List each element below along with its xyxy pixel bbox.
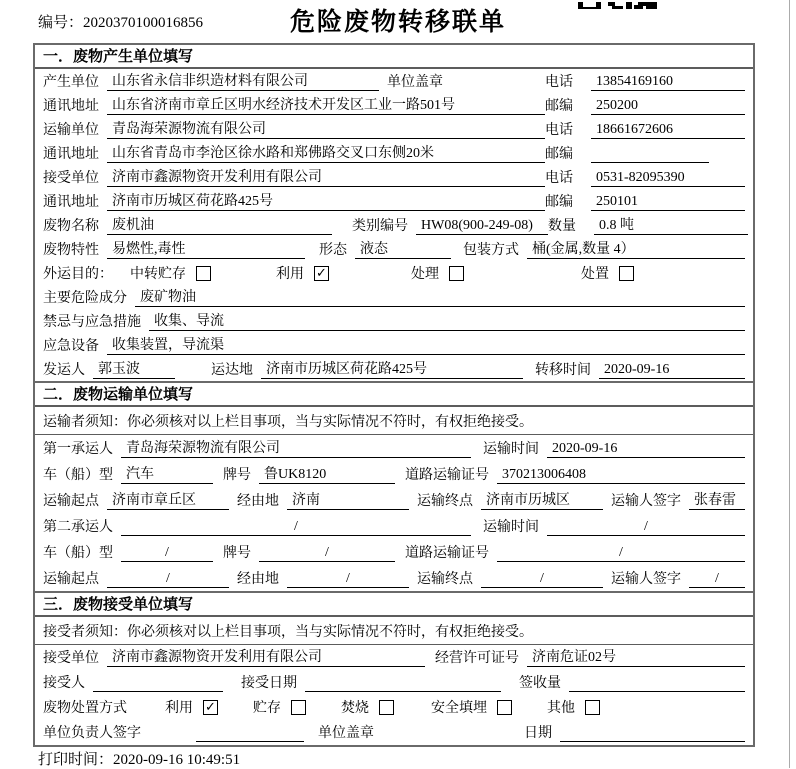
- row-responsible-signature: [35, 720, 753, 745]
- checkbox-mark: ✓: [205, 699, 216, 715]
- option-label: 安全填埋: [431, 701, 487, 716]
- receiver-label: 接受单位: [43, 171, 99, 186]
- form-label: 形态: [319, 243, 347, 258]
- checkbox-storage: [291, 700, 306, 715]
- terminus-label: 运输终点: [417, 494, 473, 509]
- option-transfer-storage: [130, 263, 211, 283]
- plate-value: /: [259, 545, 395, 562]
- row-producer-unit: [35, 69, 753, 93]
- row-route-2: [35, 565, 753, 591]
- unit-seal-label: 单位盖章: [318, 726, 374, 741]
- row-transport-unit: [35, 117, 753, 141]
- producer-label: 产生单位: [43, 75, 99, 90]
- shipper-label: 发运人: [43, 363, 85, 378]
- print-time-value: 2020-09-16 10:49:51: [113, 752, 241, 768]
- origin-label: 运输起点: [43, 494, 99, 509]
- road-permit-value: 370213006408: [497, 467, 745, 484]
- option-label: 中转贮存: [130, 267, 186, 282]
- receiver-notice: 接受者须知：你必须核对以上栏目事项，当与实际情况不符时，有权拒绝接受。: [35, 617, 753, 645]
- print-time: [38, 748, 240, 769]
- zip-value: 250200: [591, 98, 745, 115]
- option-utilize: [165, 697, 218, 717]
- phone-group: [545, 119, 745, 139]
- serial-value: 2020370100016856: [83, 15, 204, 31]
- phone-label: 电话: [545, 75, 573, 90]
- waste-name-value: 废机油: [107, 214, 332, 235]
- option-label: 处置: [581, 267, 609, 282]
- row-receiver-address: [35, 189, 753, 213]
- phone-value: 0531-82095390: [591, 170, 745, 187]
- row-route-1: [35, 487, 753, 513]
- quantity-group: [548, 214, 748, 235]
- qr-code-fragment: [578, 0, 657, 9]
- option-label: 其他: [547, 701, 575, 716]
- plate-label: 牌号: [223, 546, 251, 561]
- responsible-sign-value: [196, 725, 304, 742]
- carrier2-label: 第二承运人: [43, 520, 113, 535]
- receive-date-value: [305, 675, 501, 692]
- qr-fragment-graphic: [578, 2, 657, 9]
- transport-time-label: 运输时间: [483, 442, 539, 457]
- address-label: 通讯地址: [43, 99, 99, 114]
- producer-value: 山东省永信非织造材料有限公司: [107, 70, 379, 91]
- zip-group: [545, 191, 745, 211]
- transporter-label: 运输单位: [43, 123, 99, 138]
- checkbox-incinerate: [379, 700, 394, 715]
- transfer-time-label: 转移时间: [535, 363, 591, 378]
- option-label: 利用: [276, 267, 304, 282]
- carrier2-value: /: [121, 519, 471, 536]
- unit-seal-label: 单位盖章: [387, 75, 443, 90]
- phone-group: [545, 167, 745, 187]
- origin-label: 运输起点: [43, 572, 99, 587]
- packaging-value: 桶(金属,数量 4）: [527, 238, 745, 259]
- characteristics-label: 废物特性: [43, 243, 99, 258]
- vehicle-type-value: /: [121, 545, 213, 562]
- carrier-signature-label: 运输人签字: [611, 494, 681, 509]
- disposal-label: 废物处置方式: [43, 701, 127, 716]
- zip-value: 250101: [591, 194, 745, 211]
- origin-value: /: [107, 571, 229, 588]
- phone-label: 电话: [545, 123, 573, 138]
- row-hazard-components: [35, 285, 753, 309]
- section-producer: [35, 45, 753, 381]
- section-receiver: [35, 591, 753, 745]
- via-value: /: [287, 571, 409, 588]
- page-edge-line: [789, 0, 790, 768]
- receiver-value: 济南市鑫源物资开发利用有限公司: [107, 166, 545, 187]
- row-transporter-address: [35, 141, 753, 165]
- option-utilize: [276, 263, 329, 283]
- row-emergency-equipment: [35, 333, 753, 357]
- date-value: [560, 725, 745, 742]
- transport-time-label: 运输时间: [483, 520, 539, 535]
- destination-value: 济南市历城区荷花路425号: [261, 358, 523, 379]
- via-value: 济南: [287, 489, 409, 510]
- option-label: 处理: [411, 267, 439, 282]
- received-amount-value: [569, 675, 745, 692]
- page-title: 危险废物转移联单: [289, 8, 506, 36]
- option-treat: [411, 263, 464, 283]
- terminus-label: 运输终点: [417, 572, 473, 587]
- carrier-signature-label: 运输人签字: [611, 572, 681, 587]
- transporter-notice: 运输者须知：你必须核对以上栏目事项，当与实际情况不符时，有权拒绝接受。: [35, 407, 753, 435]
- transfer-time-value: 2020-09-16: [599, 362, 745, 379]
- measures-value: 收集、导流: [149, 310, 745, 331]
- option-storage: [253, 697, 306, 717]
- zip-group: [545, 143, 745, 163]
- option-label: 利用: [165, 701, 193, 716]
- checkbox-landfill: [497, 700, 512, 715]
- row-waste-name: [35, 213, 753, 237]
- plate-label: 牌号: [223, 468, 251, 483]
- row-transfer-purpose: [35, 261, 753, 285]
- carrier1-value: 青岛海荣源物流有限公司: [121, 437, 471, 458]
- row-vehicle-1: [35, 461, 753, 487]
- row-second-carrier: [35, 513, 753, 539]
- checkbox-utilize: [203, 700, 218, 715]
- row-receiver-unit: [35, 165, 753, 189]
- zip-label: 邮编: [545, 147, 573, 162]
- print-time-label: 打印时间：: [38, 752, 114, 768]
- vehicle-type-label: 车（船）型: [43, 546, 113, 561]
- checkbox-utilize: [314, 266, 329, 281]
- zip-group: [545, 95, 745, 115]
- category-value: HW08(900-249-08): [416, 218, 548, 235]
- phone-label: 电话: [545, 171, 573, 186]
- plate-value: 鲁UK8120: [259, 463, 395, 484]
- row-first-carrier: [35, 435, 753, 461]
- carrier-signature-value: 张春雷: [689, 489, 745, 510]
- category-label: 类别编号: [352, 219, 408, 234]
- road-permit-label: 道路运输证号: [405, 468, 489, 483]
- row-receiver-person: [35, 670, 753, 695]
- zip-value: [591, 146, 709, 163]
- destination-label: 运达地: [211, 363, 253, 378]
- permit-label: 经营许可证号: [435, 651, 519, 666]
- equipment-label: 应急设备: [43, 339, 99, 354]
- vehicle-type-value: 汽车: [121, 463, 213, 484]
- row-waste-characteristics: [35, 237, 753, 261]
- via-label: 经由地: [237, 494, 279, 509]
- purpose-label: 外运目的：: [43, 267, 113, 282]
- permit-value: 济南危证02号: [527, 646, 745, 667]
- quantity-label: 数量: [548, 219, 576, 234]
- terminus-value: /: [481, 571, 603, 588]
- option-landfill: [431, 697, 512, 717]
- option-label: 贮存: [253, 701, 281, 716]
- shipper-value: 郭玉波: [93, 358, 175, 379]
- responsible-sign-label: 单位负责人签字: [43, 726, 141, 741]
- row-emergency-measures: [35, 309, 753, 333]
- transport-time-value: /: [547, 519, 745, 536]
- received-amount-label: 签收量: [519, 676, 561, 691]
- section3-title: 三．废物接受单位填写: [35, 593, 753, 617]
- packaging-label: 包装方式: [463, 243, 519, 258]
- receiver-person-label: 接受人: [43, 676, 85, 691]
- zip-label: 邮编: [545, 99, 573, 114]
- measures-label: 禁忌与应急措施: [43, 315, 141, 330]
- phone-value: 18661672606: [591, 122, 745, 139]
- checkbox-mark: ✓: [316, 265, 327, 281]
- option-label: 焚烧: [341, 701, 369, 716]
- equipment-value: 收集装置，导流渠: [107, 334, 745, 355]
- row-vehicle-2: [35, 539, 753, 565]
- date-label: 日期: [524, 726, 552, 741]
- via-label: 经由地: [237, 572, 279, 587]
- serial-label: 编号：: [38, 15, 84, 31]
- carrier-signature-value: /: [689, 571, 745, 588]
- transporter-value: 青岛海荣源物流有限公司: [107, 118, 545, 139]
- checkbox-treat: [449, 266, 464, 281]
- phone-group: [545, 71, 745, 91]
- address-value: 山东省济南市章丘区明水经济技术开发区工业一路501号: [107, 94, 545, 115]
- transport-time-value: 2020-09-16: [547, 441, 745, 458]
- form-value: 液态: [355, 238, 451, 259]
- hazard-label: 主要危险成分: [43, 291, 127, 306]
- receive-date-label: 接受日期: [241, 676, 297, 691]
- carrier1-label: 第一承运人: [43, 442, 113, 457]
- section-transporter: [35, 381, 753, 591]
- row-producer-address: [35, 93, 753, 117]
- address-value: 山东省青岛市李沧区徐水路和郑佛路交叉口东侧20米: [107, 142, 545, 163]
- zip-label: 邮编: [545, 195, 573, 210]
- option-dispose: [581, 263, 634, 283]
- road-permit-value: /: [497, 545, 745, 562]
- characteristics-value: 易燃性,毒性: [107, 238, 305, 259]
- receiving-unit-label: 接受单位: [43, 651, 99, 666]
- address-label: 通讯地址: [43, 195, 99, 210]
- phone-value: 13854169160: [591, 74, 745, 91]
- address-label: 通讯地址: [43, 147, 99, 162]
- row-shipper: [35, 357, 753, 381]
- waste-name-label: 废物名称: [43, 219, 99, 234]
- hazard-value: 废矿物油: [135, 286, 745, 307]
- row-disposal-method: [35, 695, 753, 720]
- receiver-person-value: [93, 675, 223, 692]
- section2-title: 二．废物运输单位填写: [35, 383, 753, 407]
- terminus-value: 济南市历城区: [481, 489, 603, 510]
- origin-value: 济南市章丘区: [107, 489, 229, 510]
- receiving-unit-value: 济南市鑫源物资开发利用有限公司: [107, 646, 425, 667]
- quantity-value: 0.8 吨: [594, 214, 748, 235]
- checkbox-dispose: [619, 266, 634, 281]
- road-permit-label: 道路运输证号: [405, 546, 489, 561]
- checkbox-transfer-storage: [196, 266, 211, 281]
- address-value: 济南市历城区荷花路425号: [107, 190, 545, 211]
- option-incinerate: [341, 697, 394, 717]
- manifest-form: [33, 43, 755, 747]
- vehicle-type-label: 车（船）型: [43, 468, 113, 483]
- option-other: [547, 697, 600, 717]
- checkbox-other: [585, 700, 600, 715]
- row-receiving-unit: [35, 645, 753, 670]
- section1-title: 一．废物产生单位填写: [35, 45, 753, 69]
